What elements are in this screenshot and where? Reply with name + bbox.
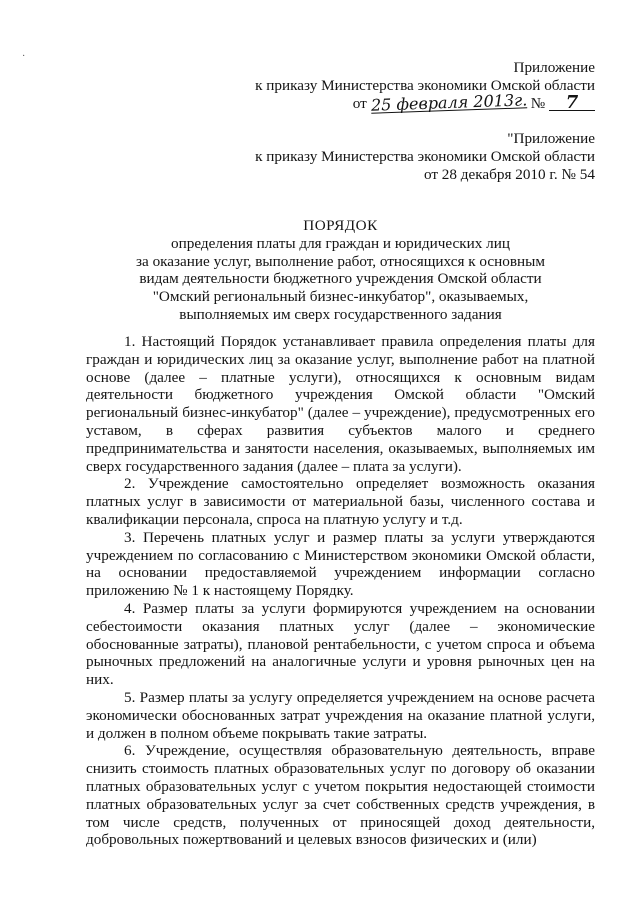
old-appendix-label: "Приложение [507, 130, 595, 147]
title-line: выполняемых им сверх государственного задания [179, 305, 502, 323]
number-prefix: № [530, 94, 546, 112]
title-line: "Омский региональный бизнес-инкубатор", оказываемых, [152, 288, 529, 306]
header-order-ref: к приказу Министерства экономики Омской области [255, 76, 595, 94]
handwritten-number: 7 [549, 95, 595, 111]
paragraph-6: 6. Учреждение, осуществляя образовательную деятельность, вправе снизить стоимость платных образовательных услуг по договору об оказании платных образовательных услуг с учетом покрытия недостающей стоимости платных образовательных услуг за счет собственных средств учреждения, в том числе средств, полученных от приносящей доход деятельности, добровольных пожертвований и целевых взносов физических и (или) [86, 742, 595, 849]
paragraph-1: 1. Настоящий Порядок устанавливает правила определения платы для граждан и юридических лиц за оказание услуг, выполнение работ на платной основе (далее – платные услуги), относящихся к основным видам деятельности бюджетного учреждения Омской области "Омский региональный бизнес-инкубатор" (далее – учреждение), предусмотренных его уставом, в сферах развития субъектов малого и среднего предпринимательства и занятости населения, оказываемых, выполняемых им сверх государственного задания (далее – плата за услуги). [86, 333, 595, 475]
handwritten-date: 25 февраля 2013г. [370, 89, 528, 115]
old-order-date: от 28 декабря 2010 г. № 54 [423, 165, 595, 183]
header-appendix-old [255, 130, 595, 183]
paragraph-5: 5. Размер платы за услугу определяется учреждением на основе расчета экономически обоснованных затрат учреждения на оказание платной услуги, и должен в полном объеме покрывать такие затраты. [86, 688, 595, 742]
date-prefix: от [352, 94, 367, 112]
old-order-ref: к приказу Министерства экономики Омской области [255, 147, 595, 165]
paragraph-3: 3. Перечень платных услуг и размер платы за услуги утверждаются учреждением по согласованию с Министерством экономики Омской области, на основании предоставляемой учреждением информации согласно приложению № 1 к настоящему Порядку. [86, 528, 595, 600]
document-title [86, 217, 595, 324]
header-appendix-new [255, 59, 595, 115]
title-main: ПОРЯДОК [303, 217, 378, 234]
title-line: видам деятельности бюджетного учреждения Омской области [139, 270, 542, 288]
corner-mark: · [22, 51, 26, 62]
paragraph-2: 2. Учреждение самостоятельно определяет возможность оказания платных услуг в зависимости от материальной базы, численного состава и квалификации персонала, спроса на платную услугу и т.д. [86, 475, 595, 528]
title-line: за оказание услуг, выполнение работ, относящихся к основным [136, 252, 545, 270]
title-line: определения платы для граждан и юридических лиц [171, 234, 510, 252]
document-body [86, 333, 595, 849]
paragraph-4: 4. Размер платы за услуги формируются учреждением на основании себестоимости оказания платных услуг (далее – экономические обоснованные затраты), плановой рентабельности, с учетом спроса и объема рыночных предложений на аналогичные услуги и уровня рыночных цен на них. [86, 599, 595, 689]
header-appendix-label: Приложение [513, 59, 595, 76]
header-date-line [255, 89, 595, 115]
